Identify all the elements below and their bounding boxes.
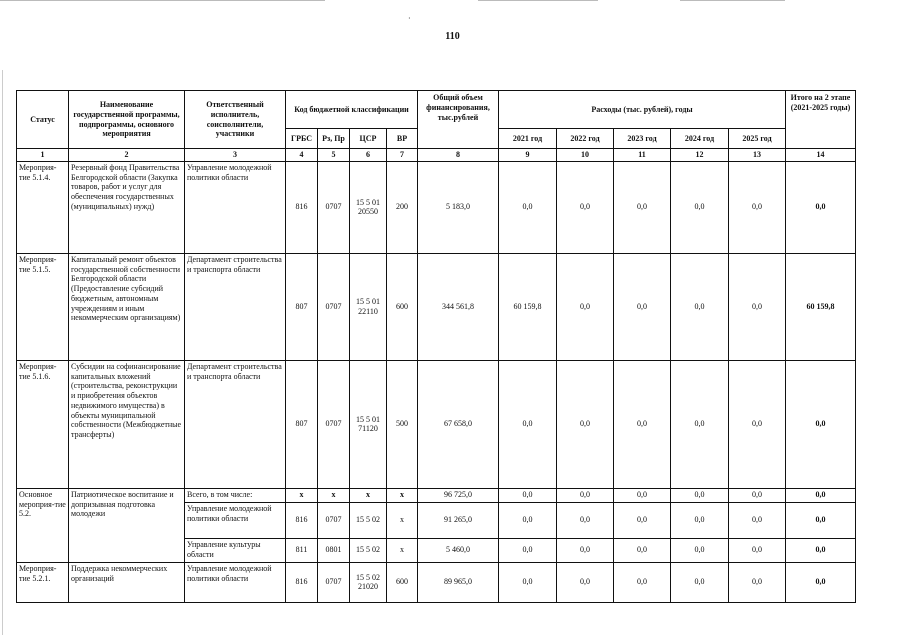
row-status: Мероприя-тие 5.1.6.: [17, 360, 69, 488]
header-expenses: Расходы (тыс. рублей), годы: [499, 91, 786, 129]
column-number: 9: [499, 149, 557, 162]
row-total: 344 561,8: [418, 253, 499, 360]
column-number: 10: [557, 149, 614, 162]
group-2021: 0,0: [499, 538, 557, 562]
column-number: 2: [69, 149, 185, 162]
group-vr: х: [387, 488, 418, 502]
row-2025: 0,0: [729, 360, 786, 488]
row-2021: 0,0: [499, 562, 557, 602]
row-2024: 0,0: [671, 360, 729, 488]
group-vr: х: [387, 538, 418, 562]
group-2021: 0,0: [499, 488, 557, 502]
header-responsible: Ответственный исполнитель, соисполнители, участники: [185, 91, 286, 149]
row-total: 67 658,0: [418, 360, 499, 488]
row-responsible: Департамент строительства и транспорта области: [185, 360, 286, 488]
group-stage-total: 0,0: [786, 488, 856, 502]
group-csr: 15 5 02: [350, 502, 387, 538]
column-number: 1: [17, 149, 69, 162]
row-2021: 0,0: [499, 161, 557, 253]
column-number: 6: [350, 149, 387, 162]
row-rzpr: 0707: [318, 253, 350, 360]
budget-table: [16, 90, 856, 603]
header-row-1: [17, 91, 856, 129]
row-name: Поддержка некоммерческих организаций: [69, 562, 185, 602]
group-csr: х: [350, 488, 387, 502]
group-2023: 0,0: [614, 538, 671, 562]
row-stage-total: 0,0: [786, 161, 856, 253]
group-status: Основное мероприя-тие 5.2.: [17, 488, 69, 562]
row-vr: 600: [387, 253, 418, 360]
group-rzpr: 0707: [318, 502, 350, 538]
row-2025: 0,0: [729, 253, 786, 360]
group-total: 91 265,0: [418, 502, 499, 538]
header-grbs: ГРБС: [286, 129, 318, 149]
header-year-2024: 2024 год: [671, 129, 729, 149]
column-number: 11: [614, 149, 671, 162]
group-stage-total: 0,0: [786, 502, 856, 538]
group-responsible: Управление молодежной политики области: [185, 502, 286, 538]
row-grbs: 816: [286, 161, 318, 253]
page-number: 110: [445, 31, 460, 42]
row-2024: 0,0: [671, 253, 729, 360]
row-responsible: Департамент строительства и транспорта области: [185, 253, 286, 360]
row-vr: 500: [387, 360, 418, 488]
group-total: 5 460,0: [418, 538, 499, 562]
group-2024: 0,0: [671, 538, 729, 562]
table-row: [17, 253, 856, 360]
row-2022: 0,0: [557, 360, 614, 488]
group-2022: 0,0: [557, 538, 614, 562]
scan-edge-line: [2, 70, 3, 635]
row-status: Мероприя-тие 5.1.4.: [17, 161, 69, 253]
row-vr: 200: [387, 161, 418, 253]
column-number: 7: [387, 149, 418, 162]
group-2021: 0,0: [499, 502, 557, 538]
header-year-2023: 2023 год: [614, 129, 671, 149]
table-row: [17, 161, 856, 253]
top-rule-mid: [478, 0, 598, 1]
row-total: 5 183,0: [418, 161, 499, 253]
header-stage-total: Итого на 2 этапе (2021-2025 годы): [786, 91, 856, 149]
group-2025: 0,0: [729, 488, 786, 502]
header-name: Наименование государственной программы, подпрограммы, основного мероприятия: [69, 91, 185, 149]
header-csr: ЦСР: [350, 129, 387, 149]
group-total: 96 725,0: [418, 488, 499, 502]
row-name: Субсидии на софинансирование капитальных вложений (строительства, реконструкции и приобретения объектов недвижимого имущества) в объекты муниципальной собственности (Межбюджетные трансферты): [69, 360, 185, 488]
group-2022: 0,0: [557, 488, 614, 502]
group-responsible: Управление культуры области: [185, 538, 286, 562]
header-year-2021: 2021 год: [499, 129, 557, 149]
row-vr: 600: [387, 562, 418, 602]
column-number: 14: [786, 149, 856, 162]
row-grbs: 807: [286, 360, 318, 488]
group-vr: х: [387, 502, 418, 538]
row-csr: 15 5 01 71120: [350, 360, 387, 488]
group-2024: 0,0: [671, 488, 729, 502]
table-row: [17, 488, 856, 502]
row-stage-total: 0,0: [786, 562, 856, 602]
group-2022: 0,0: [557, 502, 614, 538]
group-grbs: х: [286, 488, 318, 502]
group-2024: 0,0: [671, 502, 729, 538]
top-rule-left: [0, 0, 325, 1]
header-year-2025: 2025 год: [729, 129, 786, 149]
row-rzpr: 0707: [318, 360, 350, 488]
column-number: 3: [185, 149, 286, 162]
header-year-2022: 2022 год: [557, 129, 614, 149]
row-2022: 0,0: [557, 161, 614, 253]
row-csr: 15 5 01 20550: [350, 161, 387, 253]
group-name: Патриотическое воспитание и допризывная подготовка молодежи: [69, 488, 185, 562]
column-number-row: [17, 149, 856, 162]
group-2023: 0,0: [614, 502, 671, 538]
header-vr: ВР: [387, 129, 418, 149]
top-rule-right: [680, 0, 785, 1]
column-number: 12: [671, 149, 729, 162]
row-2024: 0,0: [671, 562, 729, 602]
row-grbs: 816: [286, 562, 318, 602]
group-2025: 0,0: [729, 502, 786, 538]
header-total: Общий объем финансирования, тыс.рублей: [418, 91, 499, 149]
scan-dot: ·: [408, 14, 411, 23]
column-number: 4: [286, 149, 318, 162]
row-csr: 15 5 01 22110: [350, 253, 387, 360]
table-row: [17, 360, 856, 488]
group-2025: 0,0: [729, 538, 786, 562]
group-rzpr: 0801: [318, 538, 350, 562]
row-2022: 0,0: [557, 562, 614, 602]
row-2023: 0,0: [614, 161, 671, 253]
row-name: Капитальный ремонт объектов государственной собственности Белгородской области (Предоставление субсидий бюджетным, автономным учреждениям и иным некоммерческим организациям): [69, 253, 185, 360]
group-stage-total: 0,0: [786, 538, 856, 562]
row-status: Мероприя-тие 5.1.5.: [17, 253, 69, 360]
group-grbs: 816: [286, 502, 318, 538]
row-2021: 60 159,8: [499, 253, 557, 360]
group-responsible: Всего, в том числе:: [185, 488, 286, 502]
row-responsible: Управление молодежной политики области: [185, 161, 286, 253]
group-rzpr: х: [318, 488, 350, 502]
header-status: Статус: [17, 91, 69, 149]
header-kbk: Код бюджетной классификации: [286, 91, 418, 129]
header-rzpr: Рз, Пр: [318, 129, 350, 149]
row-2023: 0,0: [614, 253, 671, 360]
row-status: Мероприя-тие 5.2.1.: [17, 562, 69, 602]
row-2023: 0,0: [614, 360, 671, 488]
row-grbs: 807: [286, 253, 318, 360]
row-total: 89 965,0: [418, 562, 499, 602]
row-stage-total: 0,0: [786, 360, 856, 488]
row-2025: 0,0: [729, 562, 786, 602]
row-stage-total: 60 159,8: [786, 253, 856, 360]
group-csr: 15 5 02: [350, 538, 387, 562]
row-2021: 0,0: [499, 360, 557, 488]
row-rzpr: 0707: [318, 562, 350, 602]
row-2024: 0,0: [671, 161, 729, 253]
column-number: 5: [318, 149, 350, 162]
row-name: Резервный фонд Правительства Белгородской области (Закупка товаров, работ и услуг для обеспечения государственных (муниципальных) нужд): [69, 161, 185, 253]
table-row: [17, 562, 856, 602]
group-grbs: 811: [286, 538, 318, 562]
row-2025: 0,0: [729, 161, 786, 253]
row-2023: 0,0: [614, 562, 671, 602]
column-number: 8: [418, 149, 499, 162]
group-2023: 0,0: [614, 488, 671, 502]
row-2022: 0,0: [557, 253, 614, 360]
row-rzpr: 0707: [318, 161, 350, 253]
row-responsible: Управление молодежной политики области: [185, 562, 286, 602]
row-csr: 15 5 02 21020: [350, 562, 387, 602]
column-number: 13: [729, 149, 786, 162]
